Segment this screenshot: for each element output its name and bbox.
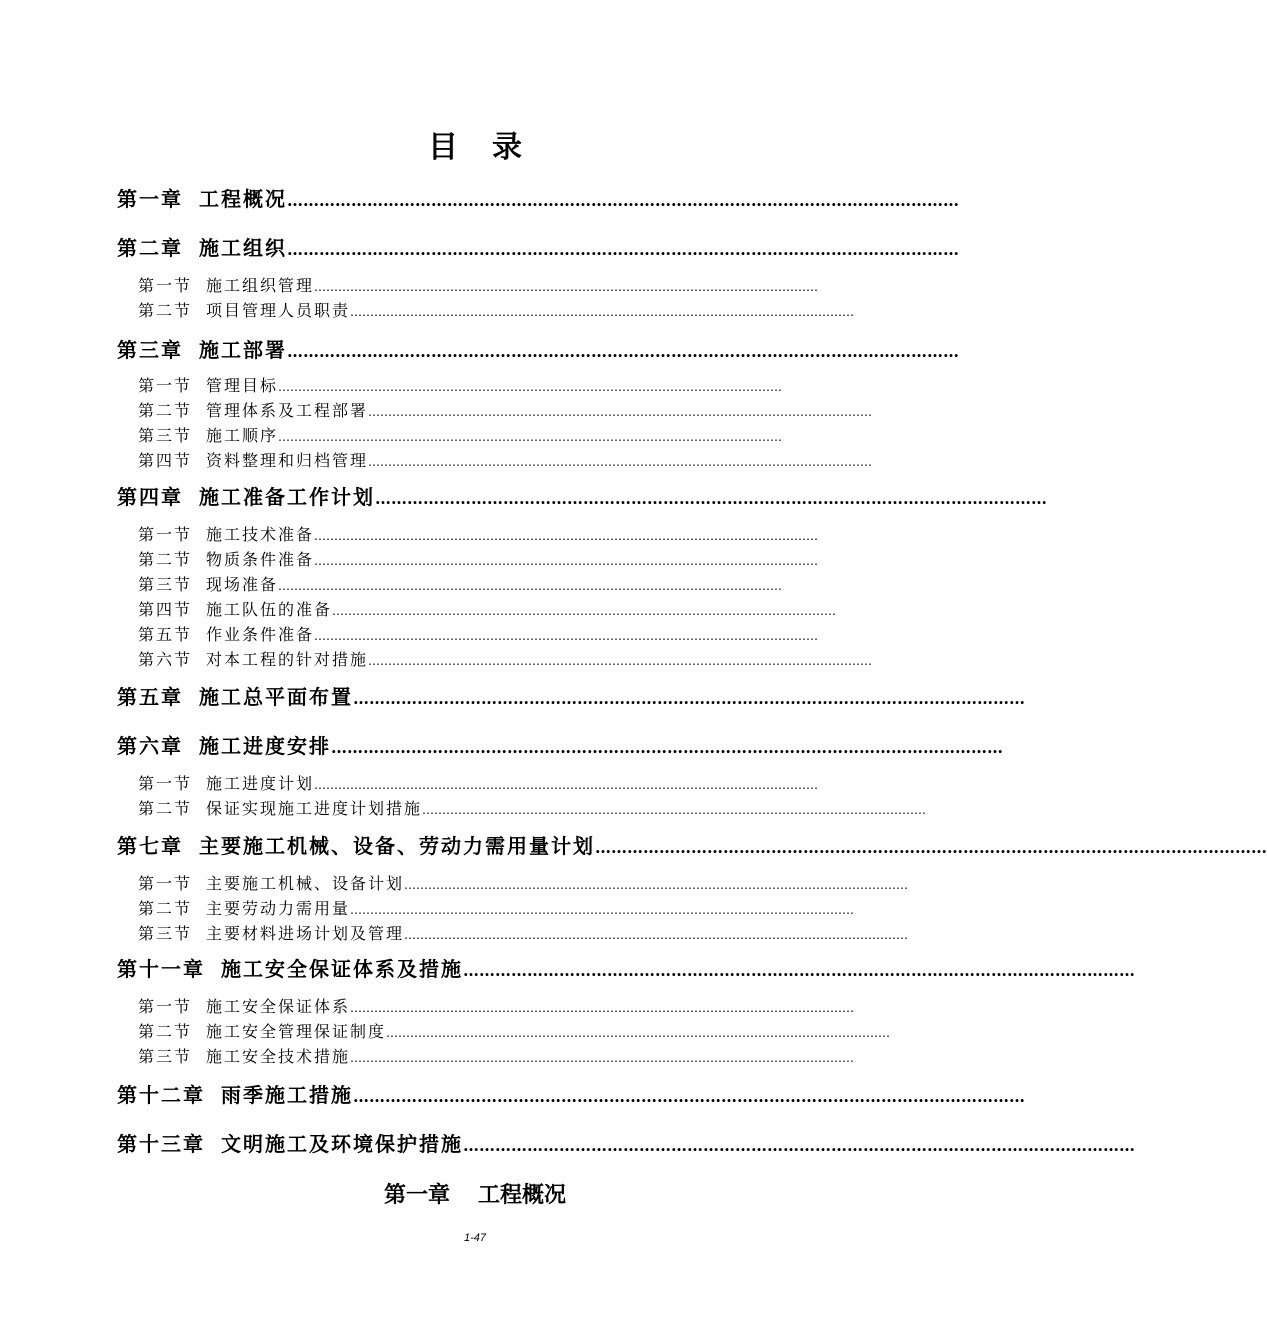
chapter-number: 第三章 (117, 338, 183, 362)
toc-chapter-entry (117, 733, 1003, 759)
toc-chapter-entry (117, 484, 1047, 510)
dot-leader: ……………………………………………………………………………………………………………… (350, 903, 855, 917)
dot-leader: ……………………………………………………………………………………………………………… (375, 489, 1047, 508)
toc-section-entry (138, 275, 819, 296)
section-number: 第一节 (138, 774, 193, 793)
dot-leader: ……………………………………………………………………………………………………………… (422, 803, 927, 817)
section-title: 对本工程的针对措施 (206, 650, 369, 669)
dot-leader: ……………………………………………………………………………………………………………… (278, 380, 783, 394)
dot-leader: ……………………………………………………………………………………………………………… (463, 961, 1135, 980)
toc-section-entry (138, 996, 855, 1017)
toc-section-entry (138, 574, 783, 595)
section-title: 施工安全管理保证制度 (206, 1022, 387, 1041)
toc-section-entry (138, 400, 873, 421)
section-title: 主要劳动力需用量 (206, 899, 351, 918)
section-number: 第二节 (138, 401, 193, 420)
section-number: 第二节 (138, 799, 193, 818)
toc-section-entry (138, 300, 855, 321)
toc-section-entry (138, 599, 837, 620)
chapter-title: 雨季施工措施 (221, 1083, 353, 1107)
toc-chapter-entry (117, 833, 1267, 859)
toc-section-entry (138, 549, 819, 570)
section-title: 作业条件准备 (206, 625, 315, 644)
toc-section-entry (138, 624, 819, 645)
section-number: 第一节 (138, 525, 193, 544)
toc-section-entry (138, 798, 927, 819)
section-title: 资料整理和归档管理 (206, 451, 369, 470)
chapter-number: 第二章 (117, 236, 183, 260)
chapter-number: 第四章 (117, 485, 183, 509)
section-number: 第三节 (138, 924, 193, 943)
toc-chapter-entry (117, 337, 959, 363)
chapter-number: 第七章 (117, 834, 183, 858)
chapter-title: 施工进度安排 (199, 734, 331, 758)
section-number: 第三节 (138, 1047, 193, 1066)
chapter-heading-number: 第一章 (383, 1183, 450, 1208)
section-number: 第六节 (138, 650, 193, 669)
chapter-heading-title: 工程概况 (478, 1183, 567, 1208)
toc-chapter-entry (117, 956, 1135, 982)
chapter-title: 文明施工及环境保护措施 (221, 1132, 463, 1156)
dot-leader: ……………………………………………………………………………………………………………… (595, 838, 1267, 857)
dot-leader: ……………………………………………………………………………………………………………… (314, 554, 819, 568)
page-number: 1-47 (463, 1232, 487, 1244)
toc-section-entry (138, 524, 819, 545)
section-title: 施工技术准备 (206, 525, 315, 544)
section-title: 施工进度计划 (206, 774, 315, 793)
section-title: 保证实现施工进度计划措施 (206, 799, 423, 818)
section-number: 第五节 (138, 625, 193, 644)
chapter-title: 施工组织 (199, 236, 287, 260)
dot-leader: ……………………………………………………………………………………………………………… (287, 240, 959, 259)
section-number: 第一节 (138, 874, 193, 893)
toc-section-entry (138, 1021, 891, 1042)
toc-chapter-entry (117, 235, 959, 261)
section-title: 管理体系及工程部署 (206, 401, 369, 420)
section-title: 主要施工机械、设备计划 (206, 874, 405, 893)
chapter-number: 第十三章 (117, 1132, 205, 1156)
dot-leader: ……………………………………………………………………………………………………………… (331, 738, 1003, 757)
toc-chapter-entry (117, 1131, 1135, 1157)
dot-leader: ……………………………………………………………………………………………………………… (368, 654, 873, 668)
dot-leader: ……………………………………………………………………………………………………………… (287, 342, 959, 361)
section-title: 主要材料进场计划及管理 (206, 924, 405, 943)
chapter-title: 施工部署 (199, 338, 287, 362)
toc-section-entry (138, 898, 855, 919)
dot-leader: ……………………………………………………………………………………………………………… (353, 689, 1025, 708)
chapter-number: 第十二章 (117, 1083, 205, 1107)
dot-leader: ……………………………………………………………………………………………………………… (350, 1001, 855, 1015)
dot-leader: ……………………………………………………………………………………………………………… (404, 878, 909, 892)
chapter-title: 主要施工机械、设备、劳动力需用量计划 (199, 834, 595, 858)
dot-leader: ……………………………………………………………………………………………………………… (278, 579, 783, 593)
dot-leader: ……………………………………………………………………………………………………………… (368, 405, 873, 419)
dot-leader: ……………………………………………………………………………………………………………… (314, 778, 819, 792)
chapter-number: 第六章 (117, 734, 183, 758)
toc-section-entry (138, 923, 909, 944)
toc-section-entry (138, 375, 783, 396)
toc-section-entry (138, 649, 873, 670)
chapter-title: 施工总平面布置 (199, 685, 353, 709)
dot-leader: ……………………………………………………………………………………………………………… (386, 1026, 891, 1040)
section-number: 第一节 (138, 276, 193, 295)
toc-title: 目录 (428, 130, 556, 165)
dot-leader: ……………………………………………………………………………………………………………… (278, 430, 783, 444)
section-number: 第一节 (138, 997, 193, 1016)
section-number: 第三节 (138, 575, 193, 594)
chapter-heading (0, 1181, 950, 1211)
section-number: 第一节 (138, 376, 193, 395)
dot-leader: ……………………………………………………………………………………………………………… (287, 191, 959, 210)
toc-section-entry (138, 1046, 855, 1067)
section-title: 施工安全保证体系 (206, 997, 351, 1016)
dot-leader: ……………………………………………………………………………………………………………… (314, 280, 819, 294)
toc-section-entry (138, 873, 909, 894)
dot-leader: ……………………………………………………………………………………………………………… (350, 305, 855, 319)
dot-leader: ……………………………………………………………………………………………………………… (353, 1087, 1025, 1106)
section-number: 第二节 (138, 301, 193, 320)
chapter-title: 施工安全保证体系及措施 (221, 957, 463, 981)
dot-leader: ……………………………………………………………………………………………………………… (404, 928, 909, 942)
section-title: 施工队伍的准备 (206, 600, 333, 619)
dot-leader: ……………………………………………………………………………………………………………… (314, 629, 819, 643)
toc-chapter-entry (117, 1082, 1025, 1108)
dot-leader: ……………………………………………………………………………………………………………… (463, 1136, 1135, 1155)
toc-chapter-entry (117, 186, 959, 212)
section-title: 项目管理人员职责 (206, 301, 351, 320)
section-title: 施工安全技术措施 (206, 1047, 351, 1066)
chapter-title: 工程概况 (199, 187, 287, 211)
section-title: 施工组织管理 (206, 276, 315, 295)
toc-chapter-entry (117, 684, 1025, 710)
chapter-number: 第十一章 (117, 957, 205, 981)
dot-leader: ……………………………………………………………………………………………………………… (350, 1051, 855, 1065)
section-title: 现场准备 (206, 575, 279, 594)
section-title: 物质条件准备 (206, 550, 315, 569)
section-number: 第二节 (138, 550, 193, 569)
section-number: 第二节 (138, 899, 193, 918)
section-number: 第二节 (138, 1022, 193, 1041)
section-number: 第三节 (138, 426, 193, 445)
section-title: 管理目标 (206, 376, 279, 395)
toc-section-entry (138, 773, 819, 794)
section-number: 第四节 (138, 451, 193, 470)
section-title: 施工顺序 (206, 426, 279, 445)
toc-section-entry (138, 425, 783, 446)
dot-leader: ……………………………………………………………………………………………………………… (368, 455, 873, 469)
chapter-number: 第一章 (117, 187, 183, 211)
dot-leader: ……………………………………………………………………………………………………………… (314, 529, 819, 543)
chapter-number: 第五章 (117, 685, 183, 709)
toc-section-entry (138, 450, 873, 471)
dot-leader: ……………………………………………………………………………………………………………… (332, 604, 837, 618)
section-number: 第四节 (138, 600, 193, 619)
chapter-title: 施工准备工作计划 (199, 485, 375, 509)
